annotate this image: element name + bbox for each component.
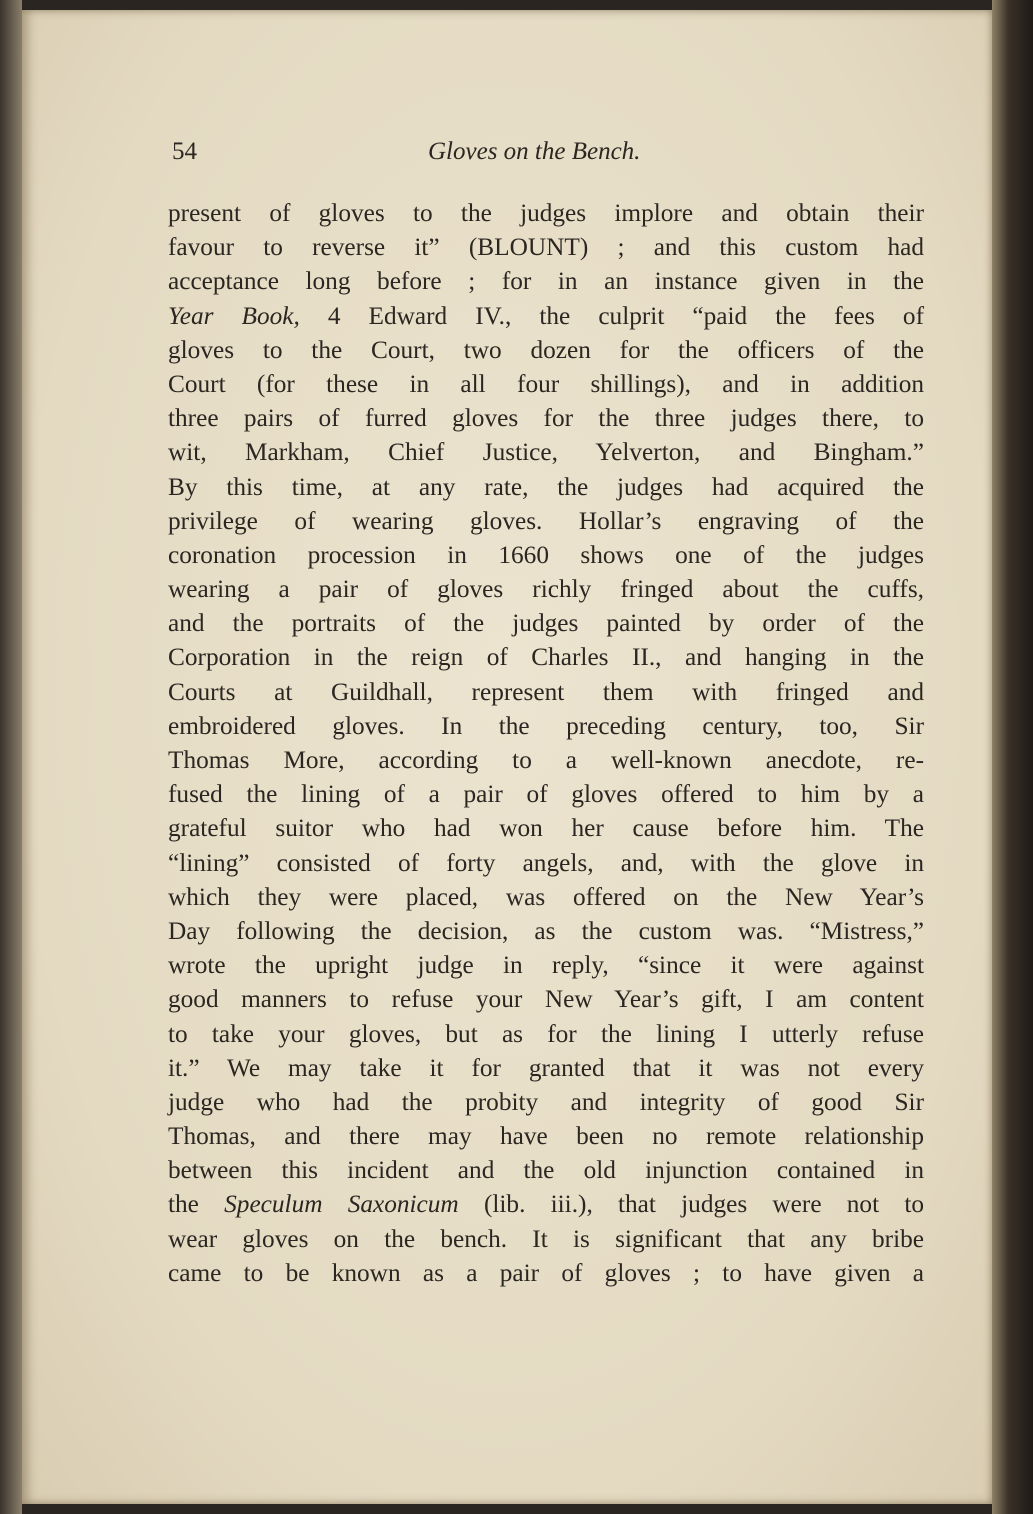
text-line: embroidered gloves. In the preceding century, too, Sir xyxy=(168,711,924,740)
text-line: wear gloves on the bench. It is significant that any bribe xyxy=(168,1224,924,1253)
text-line: gloves to the Court, two dozen for the officers of the xyxy=(168,335,924,364)
text-line: Corporation in the reign of Charles II., and hanging in the xyxy=(168,643,924,672)
text-line: wearing a pair of gloves richly fringed about the cuffs, xyxy=(168,575,924,604)
text-line: grateful suitor who had won her cause before him. The xyxy=(168,814,924,843)
italic-title: Speculum Saxonicum xyxy=(224,1190,459,1219)
page-header xyxy=(172,138,692,178)
body-text xyxy=(168,196,924,1290)
text-line: fused the lining of a pair of gloves offered to him by a xyxy=(168,780,924,809)
text-line: favour to reverse it” (BLOUNT) ; and this custom had xyxy=(168,233,924,262)
italic-title: Year Book, xyxy=(168,301,300,330)
book-page-edge xyxy=(992,0,1033,1514)
text-line: By this time, at any rate, the judges had acquired the xyxy=(168,472,924,501)
text-line: “lining” consisted of forty angels, and, with the glove in xyxy=(168,848,924,877)
text-line: Day following the decision, as the custom was. “Mistress,” xyxy=(168,916,924,945)
text-line: Thomas More, according to a well-known anecdote, re- xyxy=(168,746,924,774)
running-title: Gloves on the Bench. xyxy=(428,138,641,165)
text-line: which they were placed, was offered on the New Year’s xyxy=(168,882,924,911)
text-line: the Speculum Saxonicum (lib. iii.), that judges were not to xyxy=(168,1190,925,1219)
text-line: judge who had the probity and integrity of good Sir xyxy=(168,1087,924,1116)
text-line: acceptance long before ; for in an instance given in the xyxy=(168,267,924,296)
text-line: came to be known as a pair of gloves ; to have given a xyxy=(168,1258,924,1287)
text-line: it.” We may take it for granted that it was not every xyxy=(168,1053,924,1082)
text-line: and the portraits of the judges painted by order of the xyxy=(168,609,924,638)
text-line: Court (for these in all four shillings), and in addition xyxy=(168,369,924,398)
text-line: Year Book, 4 Edward IV., the culprit “paid the fees of xyxy=(168,301,924,330)
text-line: to take your gloves, but as for the lining I utterly refuse xyxy=(168,1019,924,1048)
text-line: present of gloves to the judges implore and obtain their xyxy=(168,199,924,227)
text-line: privilege of wearing gloves. Hollar’s engraving of the xyxy=(168,506,924,535)
text-line: coronation procession in 1660 shows one of the judges xyxy=(168,540,924,569)
text-line: three pairs of furred gloves for the three judges there, to xyxy=(168,404,924,433)
text-line: good manners to refuse your New Year’s gift, I am content xyxy=(168,985,924,1014)
page-number: 54 xyxy=(172,138,197,165)
text-line: between this incident and the old injunction contained in xyxy=(168,1156,924,1185)
book-spine-edge xyxy=(0,0,22,1514)
text-line: wit, Markham, Chief Justice, Yelverton, and Bingham.” xyxy=(168,438,924,467)
text-line: wrote the upright judge in reply, “since it were against xyxy=(168,951,924,980)
text-line: Thomas, and there may have been no remote relationship xyxy=(168,1122,924,1151)
text-line: Courts at Guildhall, represent them with fringed and xyxy=(168,677,924,706)
